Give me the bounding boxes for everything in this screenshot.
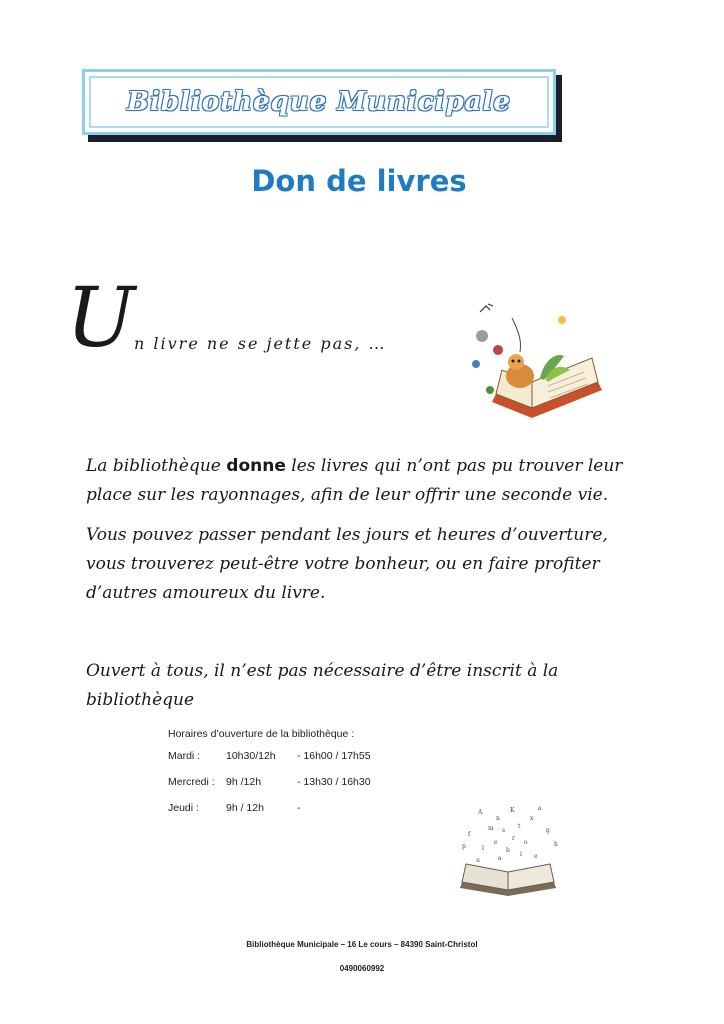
opening-hours: [168, 728, 397, 828]
svg-text:p: p: [462, 843, 466, 850]
emphasis-donne: donne: [226, 456, 286, 476]
hours-afternoon: - 16h00 / 17h55: [297, 750, 371, 762]
paragraph-donation-end: les livres qui n’ont pas pu trouver leur place sur les rayonnages, afin de leur offrir une seconde vie.: [86, 456, 623, 505]
hours-day: Mercredi :: [168, 776, 215, 788]
drop-cap: U: [66, 271, 136, 366]
paragraph-donation-start: La bibliothèque: [86, 456, 227, 476]
flying-letters: [462, 805, 558, 864]
svg-text:l: l: [482, 845, 484, 852]
hours-day: Jeudi :: [168, 802, 199, 814]
banner-inner-frame: [89, 76, 549, 128]
hours-row-tuesday: [168, 750, 397, 776]
paragraph-visit: Vous pouvez passer pendant les jours et heures d’ouverture, vous trouverez peut-être votre bonheur, ou en faire profiter d’autres amoureux du livre.: [86, 525, 608, 603]
banner-title: Bibliothèque Municipale: [127, 87, 511, 117]
hours-morning: 10h30/12h: [226, 750, 276, 762]
svg-text:u: u: [476, 857, 480, 864]
tagline: n livre ne se jette pas, …: [134, 334, 387, 353]
svg-text:o: o: [524, 839, 528, 846]
svg-text:h: h: [554, 841, 558, 848]
svg-text:m: m: [488, 825, 494, 832]
footer-address: Bibliothèque Municipale – 16 Le cours – 84390 Saint-Christol: [246, 940, 478, 949]
book-illustration: [452, 290, 612, 440]
svg-text:a: a: [538, 805, 542, 812]
svg-text:t: t: [518, 823, 521, 830]
svg-text:f: f: [468, 831, 471, 838]
svg-text:K: K: [510, 807, 515, 814]
banner: [82, 69, 556, 135]
opening-hours-title: Horaires d’ouverture de la bibliothèque :: [168, 728, 355, 740]
svg-text:n: n: [496, 815, 500, 822]
cat-figure: [506, 354, 534, 388]
hours-morning: 9h / 12h: [226, 802, 264, 814]
paragraph-donation: [86, 452, 646, 510]
svg-text:i: i: [520, 851, 522, 858]
page-title-text: Don de livres: [251, 164, 467, 198]
svg-text:e: e: [534, 853, 538, 860]
svg-text:r: r: [512, 835, 515, 842]
svg-text:g: g: [546, 827, 550, 834]
svg-text:b: b: [506, 847, 510, 854]
hours-morning: 9h /12h: [226, 776, 262, 788]
hours-afternoon: -: [297, 802, 301, 814]
hours-afternoon: - 13h30 / 16h30: [297, 776, 371, 788]
hours-row-wednesday: [168, 776, 397, 802]
paragraph-open-to-all: Ouvert à tous, il n’est pas nécessaire d’être inscrit à la bibliothèque: [86, 661, 559, 710]
hours-row-thursday: [168, 802, 397, 828]
svg-text:A: A: [478, 809, 483, 816]
svg-text:s: s: [502, 827, 506, 834]
svg-text:e: e: [494, 839, 498, 846]
footer-phone: 0490060992: [339, 964, 385, 973]
hours-day: Mardi :: [168, 750, 201, 762]
open-book-icon: [460, 864, 556, 896]
page-title: [0, 164, 724, 198]
svg-text:a: a: [498, 855, 502, 862]
svg-text:x: x: [530, 815, 534, 822]
flying-letters-book-illustration: [438, 800, 578, 900]
